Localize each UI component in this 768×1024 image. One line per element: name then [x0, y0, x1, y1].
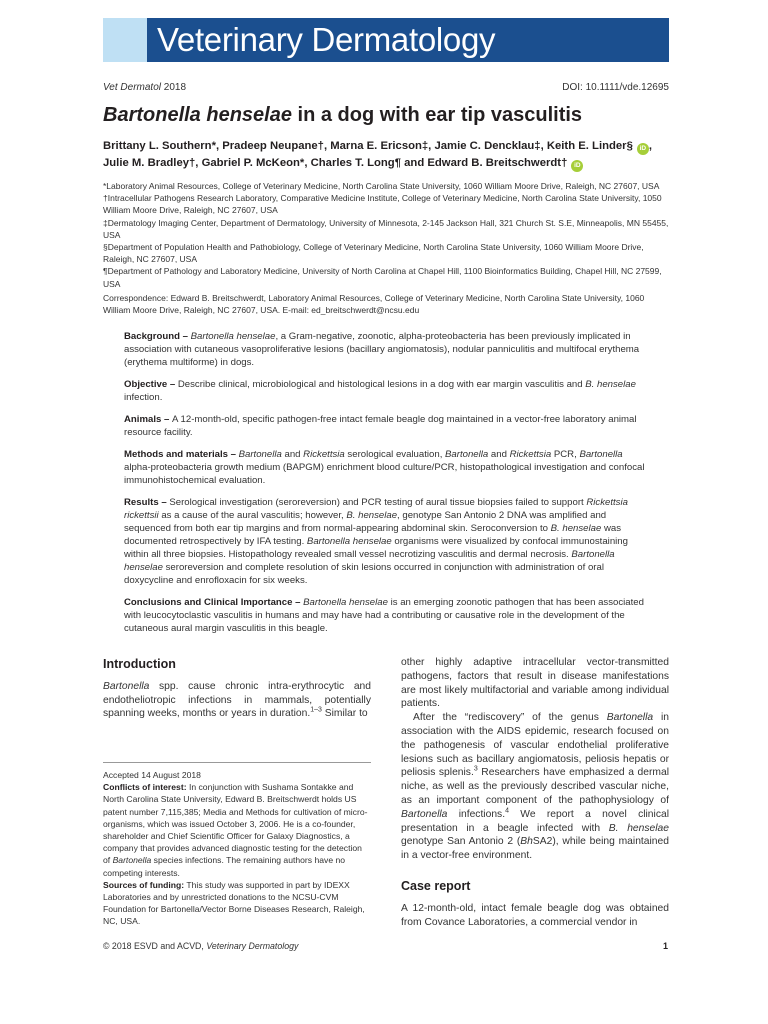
- correspondence: Correspondence: Edward B. Breitschwerdt, Laboratory Animal Resources, College of Veterinary Medicine, North Carolina State University, 1060 William Moore Drive, Raleigh, NC 27607, USA. E-mail: ed_breitschwerdt@ncsu.edu: [103, 293, 645, 316]
- citation-year: 2018: [160, 82, 187, 93]
- authors-line-2: Julie M. Bradley†, Gabriel P. McKeon*, Charles T. Long¶ and Edward B. Breitschwerdt†: [103, 157, 568, 169]
- abstract-methods: Methods and materials – Bartonella and Rickettsia serological evaluation, Bartonella and Rickettsia PCR, Bartonella alpha-proteobacteria growth medium (BAPGM) enrichment blood culture/PCR, histopathological investigation and confocal immunohistochemical evaluation.: [124, 449, 645, 486]
- accepted-date: Accepted 14 August 2018: [103, 770, 201, 780]
- reference-link[interactable]: 1–3: [310, 706, 322, 714]
- abstract-animals: Animals – A 12-month-old, specific pathogen-free intact female beagle dog maintained in a vector-free laboratory animal resource facility.: [124, 414, 637, 438]
- introduction-heading: Introduction: [103, 657, 176, 671]
- authors-line-1: Brittany L. Southern*, Pradeep Neupane†, Marna E. Ericson‡, Jamie C. Dencklau‡, Keith E. Linder§: [103, 140, 633, 152]
- abstract-objective: Objective – Describe clinical, microbiological and histological lesions in a dog with ear margin vasculitis and B. henselae infection.: [124, 379, 636, 403]
- introduction-paragraph: Bartonella spp. cause chronic intra-erythrocytic and endotheliotropic infections in mammals, potentially spanning weeks, months or years in duration.$^{1-3}$ Similar to: [103, 680, 371, 720]
- affiliation: ¶Department of Pathology and Laboratory Medicine, University of North Carolina at Chapel Hill, 1100 Bioinformatics Building, Chapel Hill, NC 27599, USA: [103, 266, 662, 289]
- orcid-icon[interactable]: iD: [637, 143, 649, 155]
- authors-line-1-end: ,: [648, 140, 652, 152]
- banner-accent: [103, 18, 147, 62]
- case-report-heading: Case report: [401, 878, 471, 893]
- citation-journal: Vet Dermatol: [103, 82, 161, 93]
- right-column: [401, 656, 669, 929]
- title-rest: in a dog with ear tip vasculitis: [291, 104, 583, 126]
- doi[interactable]: DOI: 10.1111/vde.12695: [562, 82, 669, 93]
- affiliation: ‡Dermatology Imaging Center, Department of Dermatology, University of Minnesota, 2-145 Jackson Hall, 321 Church St. S.E, Minneapolis, MN 55455, USA: [103, 217, 669, 240]
- affiliation: *Laboratory Animal Resources, College of Veterinary Medicine, North Carolina State University, 1060 William Moore Drive, Raleigh, NC 27607, USA: [103, 181, 660, 191]
- journal-name: Veterinary Dermatology: [157, 21, 496, 58]
- affiliation: †Intracellular Pathogens Research Laboratory, Comparative Medicine Institute, College of Veterinary Medicine, North Carolina State University, 1050 William Moore Drive, Raleigh, NC 27607, USA: [103, 193, 662, 216]
- footnotes: [103, 769, 371, 928]
- footnote-divider: [103, 762, 371, 763]
- body-paragraph: After the “rediscovery” of the genus Bartonella in association with the AIDS epidemic, research focused on the pathogenesis of vascular endothelial proliferative lesions such as bacillary angiomatosis, peliosis hepatis or peliosis splenis.$^3$ Researchers have emphasized a dermal niche, as well as the previously described vascular niche, as an important component of the pathophysiology of Bartonella infections.$^4$ We report a novel clinical presentation in a beagle infected with B. henselae genotype San Antonio 2 (BhSA2), while being maintained in a vector-free environment.: [401, 712, 669, 862]
- abstract-background: Background – Bartonella henselae, a Gram-negative, zoonotic, alpha-proteobacteria has been previously implicated in association with cutaneous vasoproliferative lesions (bacillary angiomatosis), nodular panniculitis and multifocal erythema (erythema multiforme) in dogs.: [124, 331, 640, 368]
- conflicts-of-interest: Conflicts of interest: In conjunction with Sushama Sontakke and North Carolina State University, Edward B. Breitschwerdt holds US patent number 7,115,385; Media and Methods for cultivation of micro-organisms, which was issued October 3, 2006. He is a co-founder, shareholder and Chief Scientific Officer for Galaxy Diagnostics, a company that provides advanced diagnostic testing for the detection of Bartonella species infections. The remaining authors have no competing interests.: [103, 782, 368, 878]
- left-column: [103, 658, 371, 721]
- orcid-icon[interactable]: iD: [571, 160, 583, 172]
- abstract-conclusions: Conclusions and Clinical Importance – Bartonella henselae is an emerging zoonotic pathogen that has been associated with leucocytoclastic vasculitis in humans and may have had a contributing or causative role in the development of the cutaneous aural margin vasculitis in this beagle.: [124, 597, 644, 634]
- article-title: [103, 102, 673, 128]
- abstract: [124, 330, 648, 644]
- body-paragraph: A 12-month-old, intact female beagle dog was obtained from Covance Laboratories, a commercial vendor in: [401, 902, 669, 928]
- reference-link[interactable]: 4: [505, 807, 509, 815]
- abstract-results: Results – Serological investigation (seroreversion) and PCR testing of aural tissue biopsies failed to support Rickettsia rickettsii as a cause of the aural vasculitis; however, B. henselae, genotype San Antonio 2 DNA was amplified and sequenced from both ear tip margins and from normal-appearing abdominal skin. Seroconversion to B. henselae was documented retrospectively by IFA testing. Bartonella henselae organisms were visualized by confocal immunostaining within all three biopsies. Histopathology revealed small vessel necrotizing vasculitis and dermal necrosis. Bartonella henselae seroreversion and complete resolution of skin lesions occurred in conjunction with administration of oral doxycycline and enrofloxacin for six weeks.: [124, 497, 628, 586]
- sources-of-funding: Sources of funding: This study was supported in part by IDEXX Laboratories and by unrestricted donations to the NCSU-CVM Foundation for Bartonella/Vector Borne Diseases Research, Raleigh, NC, USA.: [103, 879, 365, 927]
- affiliation: §Department of Population Health and Pathobiology, College of Veterinary Medicine, North Carolina State University, 1060 William Moore Drive, Raleigh, NC 27607, USA: [103, 242, 644, 265]
- citation: [103, 82, 186, 93]
- title-italic: Bartonella henselae: [103, 104, 292, 126]
- affiliations: [103, 180, 673, 290]
- copyright: © 2018 ESVD and ACVD, Veterinary Dermatology: [103, 941, 299, 951]
- reference-link[interactable]: 3: [473, 765, 478, 773]
- author-list: [103, 138, 673, 172]
- page-number: 1: [662, 941, 668, 951]
- body-paragraph: other highly adaptive intracellular vector-transmitted pathogens, factors that result in disease manifestations are most likely multifactorial and variable among individual patients.: [401, 657, 669, 710]
- journal-banner: [147, 18, 669, 62]
